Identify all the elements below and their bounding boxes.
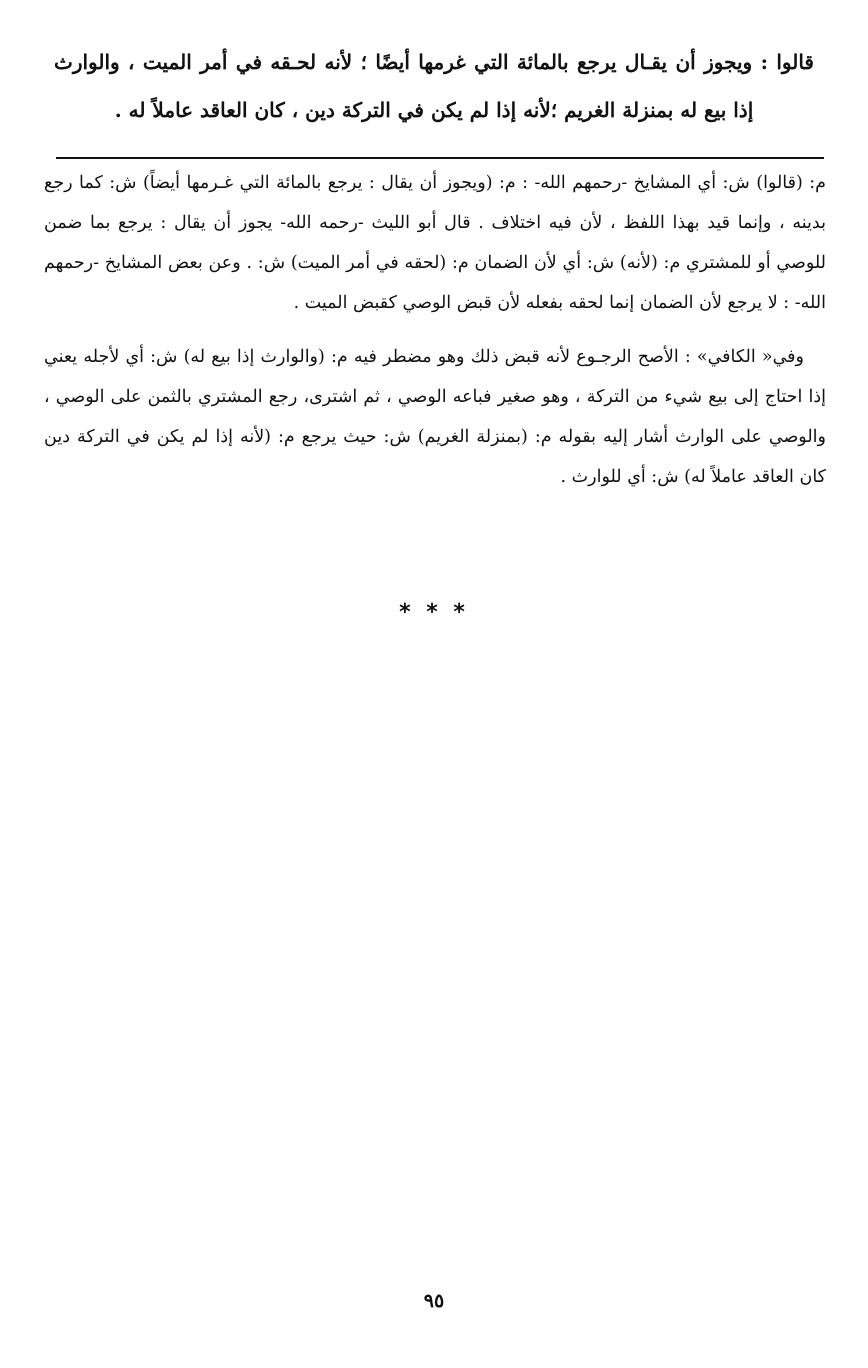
main-text-block xyxy=(54,38,814,134)
commentary-paragraph-2: وفي« الكافي» : الأصح الرجـوع لأنه قبض ذلك وهو مضطر فيه م: (والوارث إذا بيع له) ش: أي لأجله يعني إذا احتاج إلى بيع شيء من التركة ، وهو صغير فباعه الوصي ، ثم اشترى، رجع المشتري بالثمن على الوصي ، والوصي على الوارث أشار إليه بقوله م: (بمنزلة الغريم) ش: حيث يرجع م: (لأنه إذا لم يكن في التركة دين كان العاقد عاملاً له) ش: أي للوارث . xyxy=(44,347,826,487)
commentary-block xyxy=(44,163,826,497)
commentary-paragraph-1: م: (قالوا) ش: أي المشايخ -رحمهم الله- : م: (ويجوز أن يقال : يرجع بالمائة التي غـرمها أيضاً) ش: كما رجع بدينه ، وإنما قيد بهذا اللفظ ، لأن فيه اختلاف . قال أبو الليث -رحمه الله- يجوز أن يقال : يرجع بما ضمن للوصي أو للمشتري م: (لأنه) ش: أي لأن الضمان م: (لحقه في أمر الميت) ش: . وعن بعض المشايخ -رحمهم الله- : لا يرجع لأن الضمان إنما لحقه بفعله لأن قبض الوصي كقبض الميت . xyxy=(44,173,826,313)
page-number: ٩٥ xyxy=(423,1290,445,1312)
main-text-paragraph: قالوا : ويجوز أن يقـال يرجع بالمائة التي غرمها أيضًا ؛ لأنه لحـقه في أمر الميت ، والوارث إذا بيع له بمنزلة الغريم ؛لأنه إذا لم يكن في التركة دين ، كان العاقد عاملاً له . xyxy=(54,50,814,122)
section-separator-stars: * * * xyxy=(399,600,469,625)
footnote-divider xyxy=(56,157,824,159)
